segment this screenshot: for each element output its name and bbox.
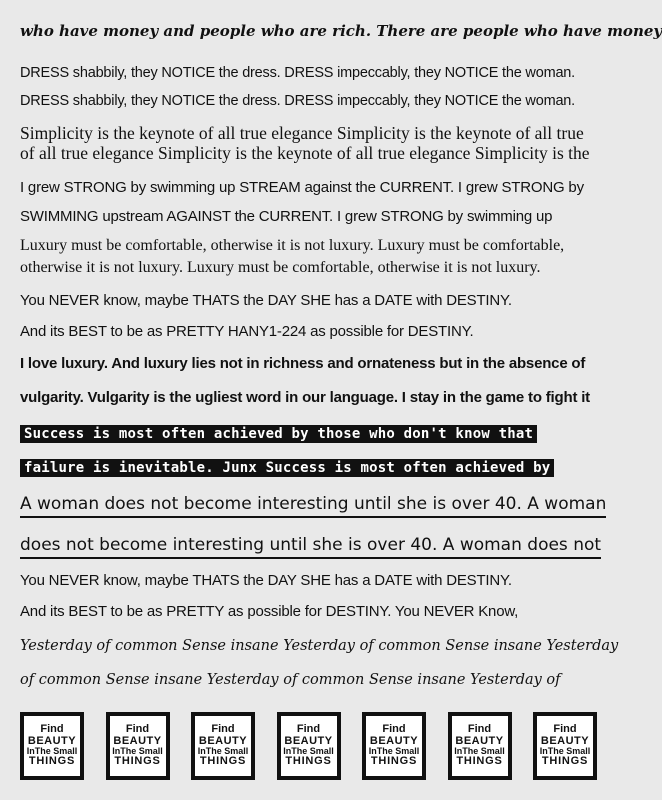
stamp-find-beauty xyxy=(533,712,597,780)
text-line-2: DRESS shabbily, they NOTICE the dress. DRESS impeccably, they NOTICE the woman. xyxy=(20,65,576,81)
text-line-9: otherwise it is not luxury. Luxury must be comfortable, otherwise it is not luxury. xyxy=(20,259,541,276)
stamp-word-inthesmall: InThe Small xyxy=(368,746,420,757)
stamp-word-beauty: BEAUTY xyxy=(113,734,162,747)
stamp-word-beauty: BEAUTY xyxy=(540,734,590,747)
stamp-word-inthesmall: InThe Small xyxy=(197,746,249,757)
stamp-word-beauty: BEAUTY xyxy=(284,734,333,747)
stamp-find-beauty xyxy=(20,712,84,780)
stamp-word-inthesmall: InThe Small xyxy=(112,746,163,757)
stamp-word-beauty: BEAUTY xyxy=(455,734,504,747)
text-line-16 xyxy=(20,494,607,514)
underlined-text-17: does not become interesting until she is over 40. A woman does not xyxy=(20,535,601,559)
text-line-15 xyxy=(20,459,597,477)
stamp-word-things: THINGS xyxy=(114,755,161,768)
text-line-10: You NEVER know, maybe THATS the DAY SHE has a DATE with DESTINY. xyxy=(20,292,512,309)
text-line-19: And its BEST to be as PRETTY as possible for DESTINY. You NEVER Know, xyxy=(20,603,519,620)
text-line-13: vulgarity. Vulgarity is the ugliest word in our language. I stay in the game to fight it xyxy=(20,389,590,406)
text-line-3: DRESS shabbily, they NOTICE the dress. DRESS impeccably, they NOTICE the woman. xyxy=(20,93,576,109)
stamp-word-things: THINGS xyxy=(285,755,332,768)
stamp-word-things: THINGS xyxy=(541,755,589,768)
stamp-word-find: Find xyxy=(40,722,64,735)
stamp-word-find: Find xyxy=(382,722,406,735)
banded-text-14: Success is most often achieved by those who don't know that xyxy=(20,425,537,443)
text-line-18: You NEVER know, maybe THATS the DAY SHE has a DATE with DESTINY. xyxy=(20,572,512,589)
stamp-word-things: THINGS xyxy=(199,755,247,768)
stamp-word-things: THINGS xyxy=(28,755,76,768)
stamp-word-beauty: BEAUTY xyxy=(27,734,77,747)
stamp-find-beauty xyxy=(277,712,341,780)
text-line-6: I grew STRONG by swimming up STREAM against the CURRENT. I grew STRONG by xyxy=(20,179,584,196)
stamp-word-find: Find xyxy=(467,722,492,735)
text-line-1: who have money and people who are rich. There are people who have money xyxy=(20,22,662,40)
stamp-word-inthesmall: InThe Small xyxy=(454,746,505,757)
stamp-row xyxy=(20,712,597,786)
stamp-word-things: THINGS xyxy=(370,755,418,768)
text-line-8: Luxury must be comfortable, otherwise it is not luxury. Luxury must be comfortable, xyxy=(20,237,565,254)
text-line-4: Simplicity is the keynote of all true elegance Simplicity is the keynote of all true xyxy=(20,123,584,143)
text-line-14 xyxy=(20,425,597,443)
stamp-word-beauty: BEAUTY xyxy=(369,734,419,747)
stamp-word-find: Find xyxy=(296,722,321,735)
underlined-text-16: A woman does not become interesting until she is over 40. A woman xyxy=(20,494,606,518)
stamp-word-things: THINGS xyxy=(456,755,503,768)
text-line-7: SWIMMING upstream AGAINST the CURRENT. I grew STRONG by swimming up xyxy=(20,208,553,225)
stamp-find-beauty xyxy=(362,712,426,780)
text-line-17 xyxy=(20,535,602,555)
text-line-11: And its BEST to be as PRETTY HANY1-224 as possible for DESTINY. xyxy=(20,323,474,340)
text-line-21: of common Sense insane Yesterday of common Sense insane Yesterday of xyxy=(20,672,561,688)
stamp-word-find: Find xyxy=(553,722,577,735)
stamp-word-inthesmall: InThe Small xyxy=(283,746,334,757)
stamp-word-beauty: BEAUTY xyxy=(198,734,248,747)
stamp-word-inthesmall: InThe Small xyxy=(26,746,78,757)
stamp-find-beauty xyxy=(106,712,170,780)
stamp-word-find: Find xyxy=(125,722,150,735)
banded-text-15: failure is inevitable. Junx Success is most often achieved by xyxy=(20,459,554,477)
stamp-word-find: Find xyxy=(211,722,235,735)
text-line-12: I love luxury. And luxury lies not in richness and ornateness but in the absence of xyxy=(20,355,586,372)
stamp-find-beauty xyxy=(448,712,512,780)
stamp-word-inthesmall: InThe Small xyxy=(539,746,591,757)
text-line-20: Yesterday of common Sense insane Yesterday of common Sense insane Yesterday xyxy=(20,638,619,654)
stamp-find-beauty xyxy=(191,712,255,780)
text-line-5: of all true elegance Simplicity is the keynote of all true elegance Simplicity is the xyxy=(20,143,590,163)
